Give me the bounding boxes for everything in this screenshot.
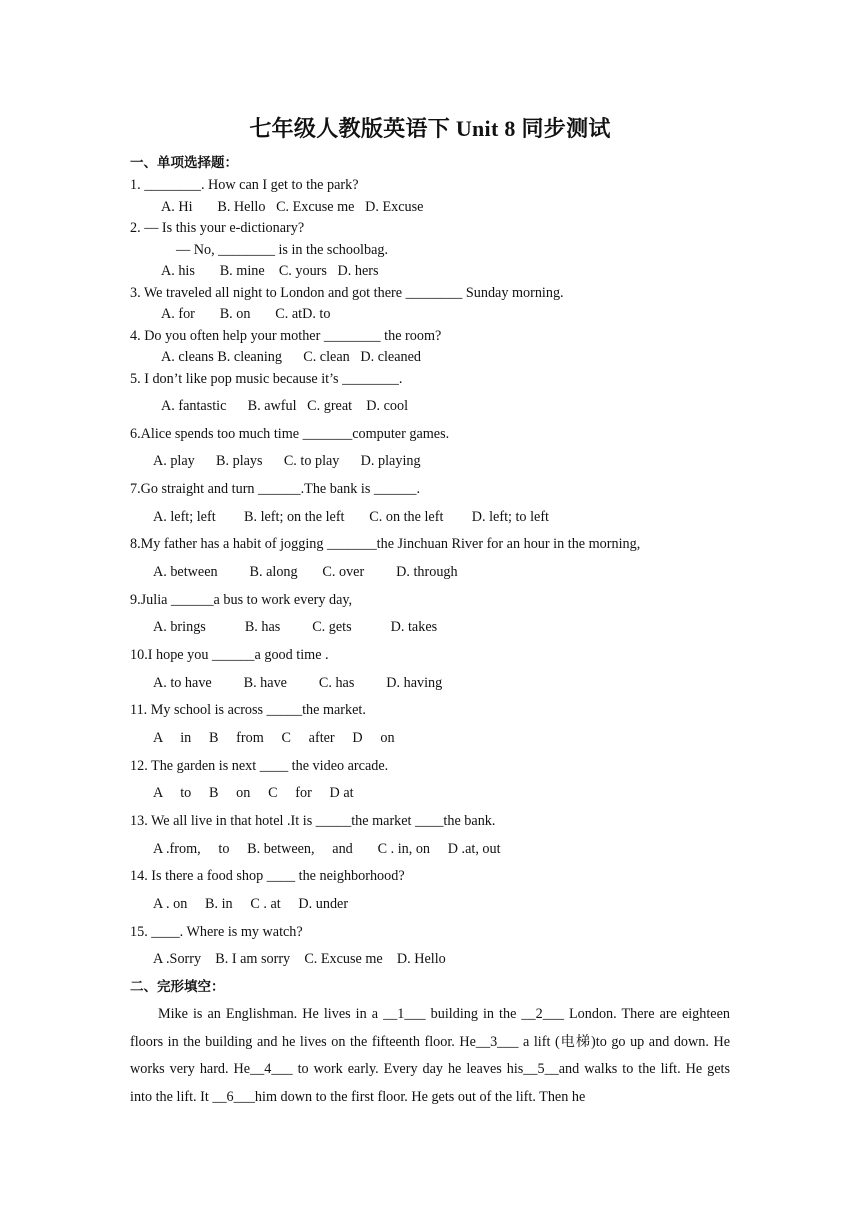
question-11-options: A in B from C after D on xyxy=(153,730,395,746)
question-8: 8.My father has a habit of jogging _______the Jinchuan River for an hour in the morning, xyxy=(130,536,641,552)
question-9: 9.Julia ______a bus to work every day, xyxy=(130,592,353,608)
question-14-options: A . on B. in C . at D. under xyxy=(153,896,349,912)
question-3-options: A. for B. on C. atD. to xyxy=(161,306,331,322)
question-1-options: A. Hi B. Hello C. Excuse me D. Excuse xyxy=(161,199,424,215)
question-2-options: A. his B. mine C. yours D. hers xyxy=(161,263,379,279)
question-6-options: A. play B. plays C. to play D. playing xyxy=(153,453,421,469)
question-11: 11. My school is across _____the market. xyxy=(130,702,366,718)
question-4: 4. Do you often help your mother ________ the room? xyxy=(130,328,442,344)
cloze-passage: Mike is an Englishman. He lives in a __1___ building in the __2___ London. There are eighteen floors in the building and he lives on the fifteenth floor. He__3___ a lift (电梯)to go up and down. He works very hard. He__4___ to work early. Every day he leaves his__5__and walks to the lift. He gets into the lift. It __6___him down to the first floor. He gets out of the lift. Then he xyxy=(130,1006,730,1105)
question-12-options: A to B on C for D at xyxy=(153,785,354,801)
question-3: 3. We traveled all night to London and got there ________ Sunday morning. xyxy=(130,285,564,301)
question-4-options: A. cleans B. cleaning C. clean D. cleaned xyxy=(161,349,422,365)
question-9-options: A. brings B. has C. gets D. takes xyxy=(153,619,438,635)
question-1: 1. ________. How can I get to the park? xyxy=(130,177,359,193)
question-8-options: A. between B. along C. over D. through xyxy=(153,564,458,580)
question-13-options: A .from, to B. between, and C . in, on D .at, out xyxy=(153,841,501,857)
question-13: 13. We all live in that hotel .It is _____the market ____the bank. xyxy=(130,813,496,829)
question-12: 12. The garden is next ____ the video arcade. xyxy=(130,758,389,774)
question-10: 10.I hope you ______a good time . xyxy=(130,647,329,663)
section-heading-multiple-choice: 一、单项选择题： xyxy=(130,155,238,171)
section-heading-cloze: 二、完形填空： xyxy=(130,979,225,995)
question-2: 2. — Is this your e-dictionary? xyxy=(130,220,305,236)
question-10-options: A. to have B. have C. has D. having xyxy=(153,675,443,691)
question-7-options: A. left; left B. left; on the left C. on the left D. left; to left xyxy=(153,509,549,525)
question-6: 6.Alice spends too much time _______computer games. xyxy=(130,426,450,442)
question-5-options: A. fantastic B. awful C. great D. cool xyxy=(161,398,409,414)
question-7: 7.Go straight and turn ______.The bank is ______. xyxy=(130,481,421,497)
question-2-reply: — No, ________ is in the schoolbag. xyxy=(176,242,389,258)
question-5: 5. I don’t like pop music because it’s ________. xyxy=(130,371,403,387)
page-title: 七年级人教版英语下 Unit 8 同步测试 xyxy=(249,116,611,141)
question-15-options: A .Sorry B. I am sorry C. Excuse me D. Hello xyxy=(153,951,446,967)
question-14: 14. Is there a food shop ____ the neighborhood? xyxy=(130,868,405,884)
question-15: 15. ____. Where is my watch? xyxy=(130,924,303,940)
